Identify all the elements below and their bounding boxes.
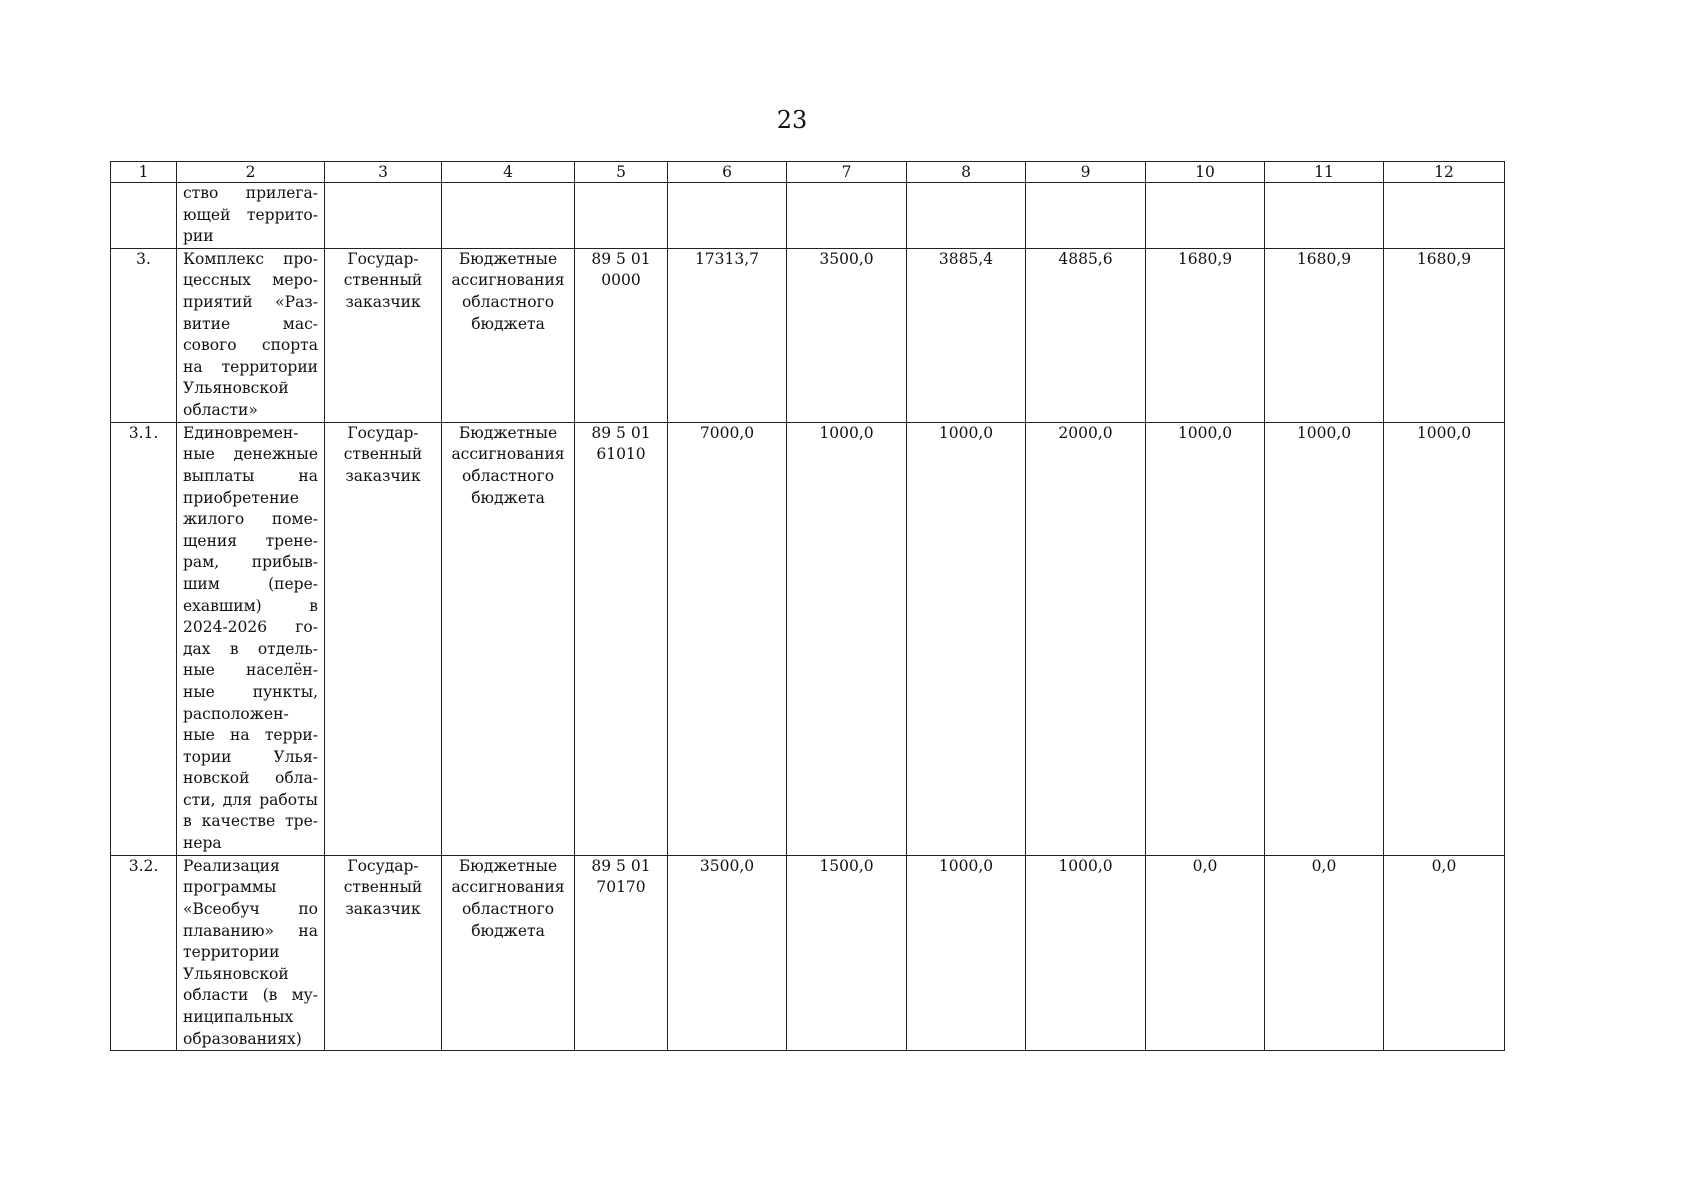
column-header: 7 [787,162,907,183]
cell-line: ственный [343,445,423,464]
cell-line: Комплекс про- [183,249,318,268]
table-row [111,422,1505,855]
cell-line: витие мас- [183,314,318,333]
amount-cell: 7000,0 [668,422,787,855]
cell-line: в качестве тре- [183,812,318,831]
budget-code [575,422,668,855]
column-header: 5 [575,162,668,183]
amount-cell: 1000,0 [1146,422,1265,855]
cell-line: области (в му- [183,986,318,1005]
column-header: 10 [1146,162,1265,183]
table-body [111,162,1505,1051]
cell-line: щения трене- [183,531,318,550]
funding-source [442,422,575,855]
amount-cell: 1000,0 [1265,422,1384,855]
row-number: 3.1. [111,422,177,855]
cell-line: 89 5 01 [591,856,651,875]
amount-cell: 1000,0 [1026,855,1146,1050]
cell-line: Бюджетные [458,423,558,442]
cell-line: ственный [343,878,423,897]
amount-cell [1384,183,1505,249]
measure-name [177,248,325,422]
amount-cell: 3885,4 [907,248,1026,422]
cell-line: ассигнования [451,878,565,897]
cell-line: Государ- [347,856,419,875]
column-header: 11 [1265,162,1384,183]
amount-cell: 0,0 [1146,855,1265,1050]
cell-line: ственный [343,271,423,290]
measure-name [177,422,325,855]
cell-line: расположен- [183,704,289,723]
amount-cell: 1680,9 [1265,248,1384,422]
cell-line: жилого поме- [183,510,318,529]
cell-line: заказчик [345,466,421,485]
amount-cell: 0,0 [1265,855,1384,1050]
cell-line: дах в отдель- [183,639,318,658]
column-header: 12 [1384,162,1505,183]
cell-line: бюджета [471,921,545,940]
amount-cell [907,183,1026,249]
cell-line: ные населён- [183,661,318,680]
amount-cell [1026,183,1146,249]
cell-line: рии [183,227,214,246]
cell-line: 89 5 01 [591,249,651,268]
column-header: 1 [111,162,177,183]
customer [325,422,442,855]
cell-line: бюджета [471,314,545,333]
funding-source [442,855,575,1050]
cell-line: цессных меро- [183,271,318,290]
cell-line: 0000 [601,271,641,290]
cell-line: тории Улья- [183,747,318,766]
cell-line: Единовремен- [183,423,299,442]
cell-line: ассигнования [451,445,565,464]
cell-line: плаванию» на [183,921,318,940]
row-number: 3. [111,248,177,422]
cell-line: 89 5 01 [591,423,651,442]
cell-line: областного [461,292,555,311]
cell-line: ющей террито- [183,205,318,224]
budget-table [110,161,1505,1051]
funding-source [442,248,575,422]
row-number: 3.2. [111,855,177,1050]
cell-line: 70170 [596,878,646,897]
page-number: 23 [776,106,808,134]
cell-line: территории [183,943,280,962]
amount-cell: 1000,0 [1384,422,1505,855]
budget-code [575,248,668,422]
cell-line: области» [183,400,258,419]
measure-name [177,855,325,1050]
amount-cell: 2000,0 [1026,422,1146,855]
cell-line: нера [183,834,222,853]
cell-line: ство прилега- [183,184,318,202]
cell-line: Бюджетные [458,856,558,875]
cell-line: Ульяновской [183,379,289,398]
row-number [111,183,177,249]
column-header: 8 [907,162,1026,183]
cell-line: ные пункты, [183,682,318,701]
table-row [111,248,1505,422]
table-row [111,855,1505,1050]
customer [325,183,442,249]
funding-source [442,183,575,249]
cell-line: 61010 [596,445,646,464]
cell-line: заказчик [345,292,421,311]
cell-line: ассигнования [451,271,565,290]
cell-line: сти, для работы [183,790,318,809]
amount-cell [1265,183,1384,249]
cell-line: областного [461,899,555,918]
amount-cell: 17313,7 [668,248,787,422]
cell-line: бюджета [471,488,545,507]
cell-line: Государ- [347,423,419,442]
header-row [111,162,1505,183]
amount-cell [787,183,907,249]
cell-line: Бюджетные [458,249,558,268]
cell-line: заказчик [345,899,421,918]
amount-cell: 1680,9 [1146,248,1265,422]
cell-line: образованиях) [183,1029,302,1048]
cell-line: Государ- [347,249,419,268]
cell-line: приятий «Раз- [183,292,318,311]
cell-line: программы [183,878,277,897]
cell-line: выплаты на [183,466,318,485]
amount-cell: 3500,0 [787,248,907,422]
budget-code [575,183,668,249]
cell-line: Ульяновской [183,964,289,983]
amount-cell: 4885,6 [1026,248,1146,422]
customer [325,248,442,422]
amount-cell: 0,0 [1384,855,1505,1050]
cell-line: ные денежные [183,445,318,464]
amount-cell: 1000,0 [907,422,1026,855]
cell-line: приобретение [183,488,299,507]
cell-line: рам, прибыв- [183,553,318,572]
cell-line: новской обла- [183,769,318,788]
cell-line: «Всеобуч по [183,899,318,918]
cell-line: областного [461,466,555,485]
cell-line: на территории [183,357,318,376]
column-header: 4 [442,162,575,183]
column-header: 2 [177,162,325,183]
cell-line: ные на терри- [183,726,318,745]
column-header: 3 [325,162,442,183]
cell-line: сового спорта [183,336,318,355]
column-header: 9 [1026,162,1146,183]
cell-line: шим (пере- [183,574,318,593]
table-row [111,183,1505,249]
cell-line: ехавшим) в [183,596,318,615]
amount-cell: 1000,0 [907,855,1026,1050]
amount-cell: 3500,0 [668,855,787,1050]
amount-cell: 1000,0 [787,422,907,855]
cell-line: Реализация [183,856,280,875]
budget-code [575,855,668,1050]
cell-line: 2024-2026 го- [183,618,318,637]
column-header: 6 [668,162,787,183]
measure-name [177,183,325,249]
amount-cell [668,183,787,249]
amount-cell [1146,183,1265,249]
amount-cell: 1500,0 [787,855,907,1050]
amount-cell: 1680,9 [1384,248,1505,422]
customer [325,855,442,1050]
cell-line: ниципальных [183,1007,294,1026]
